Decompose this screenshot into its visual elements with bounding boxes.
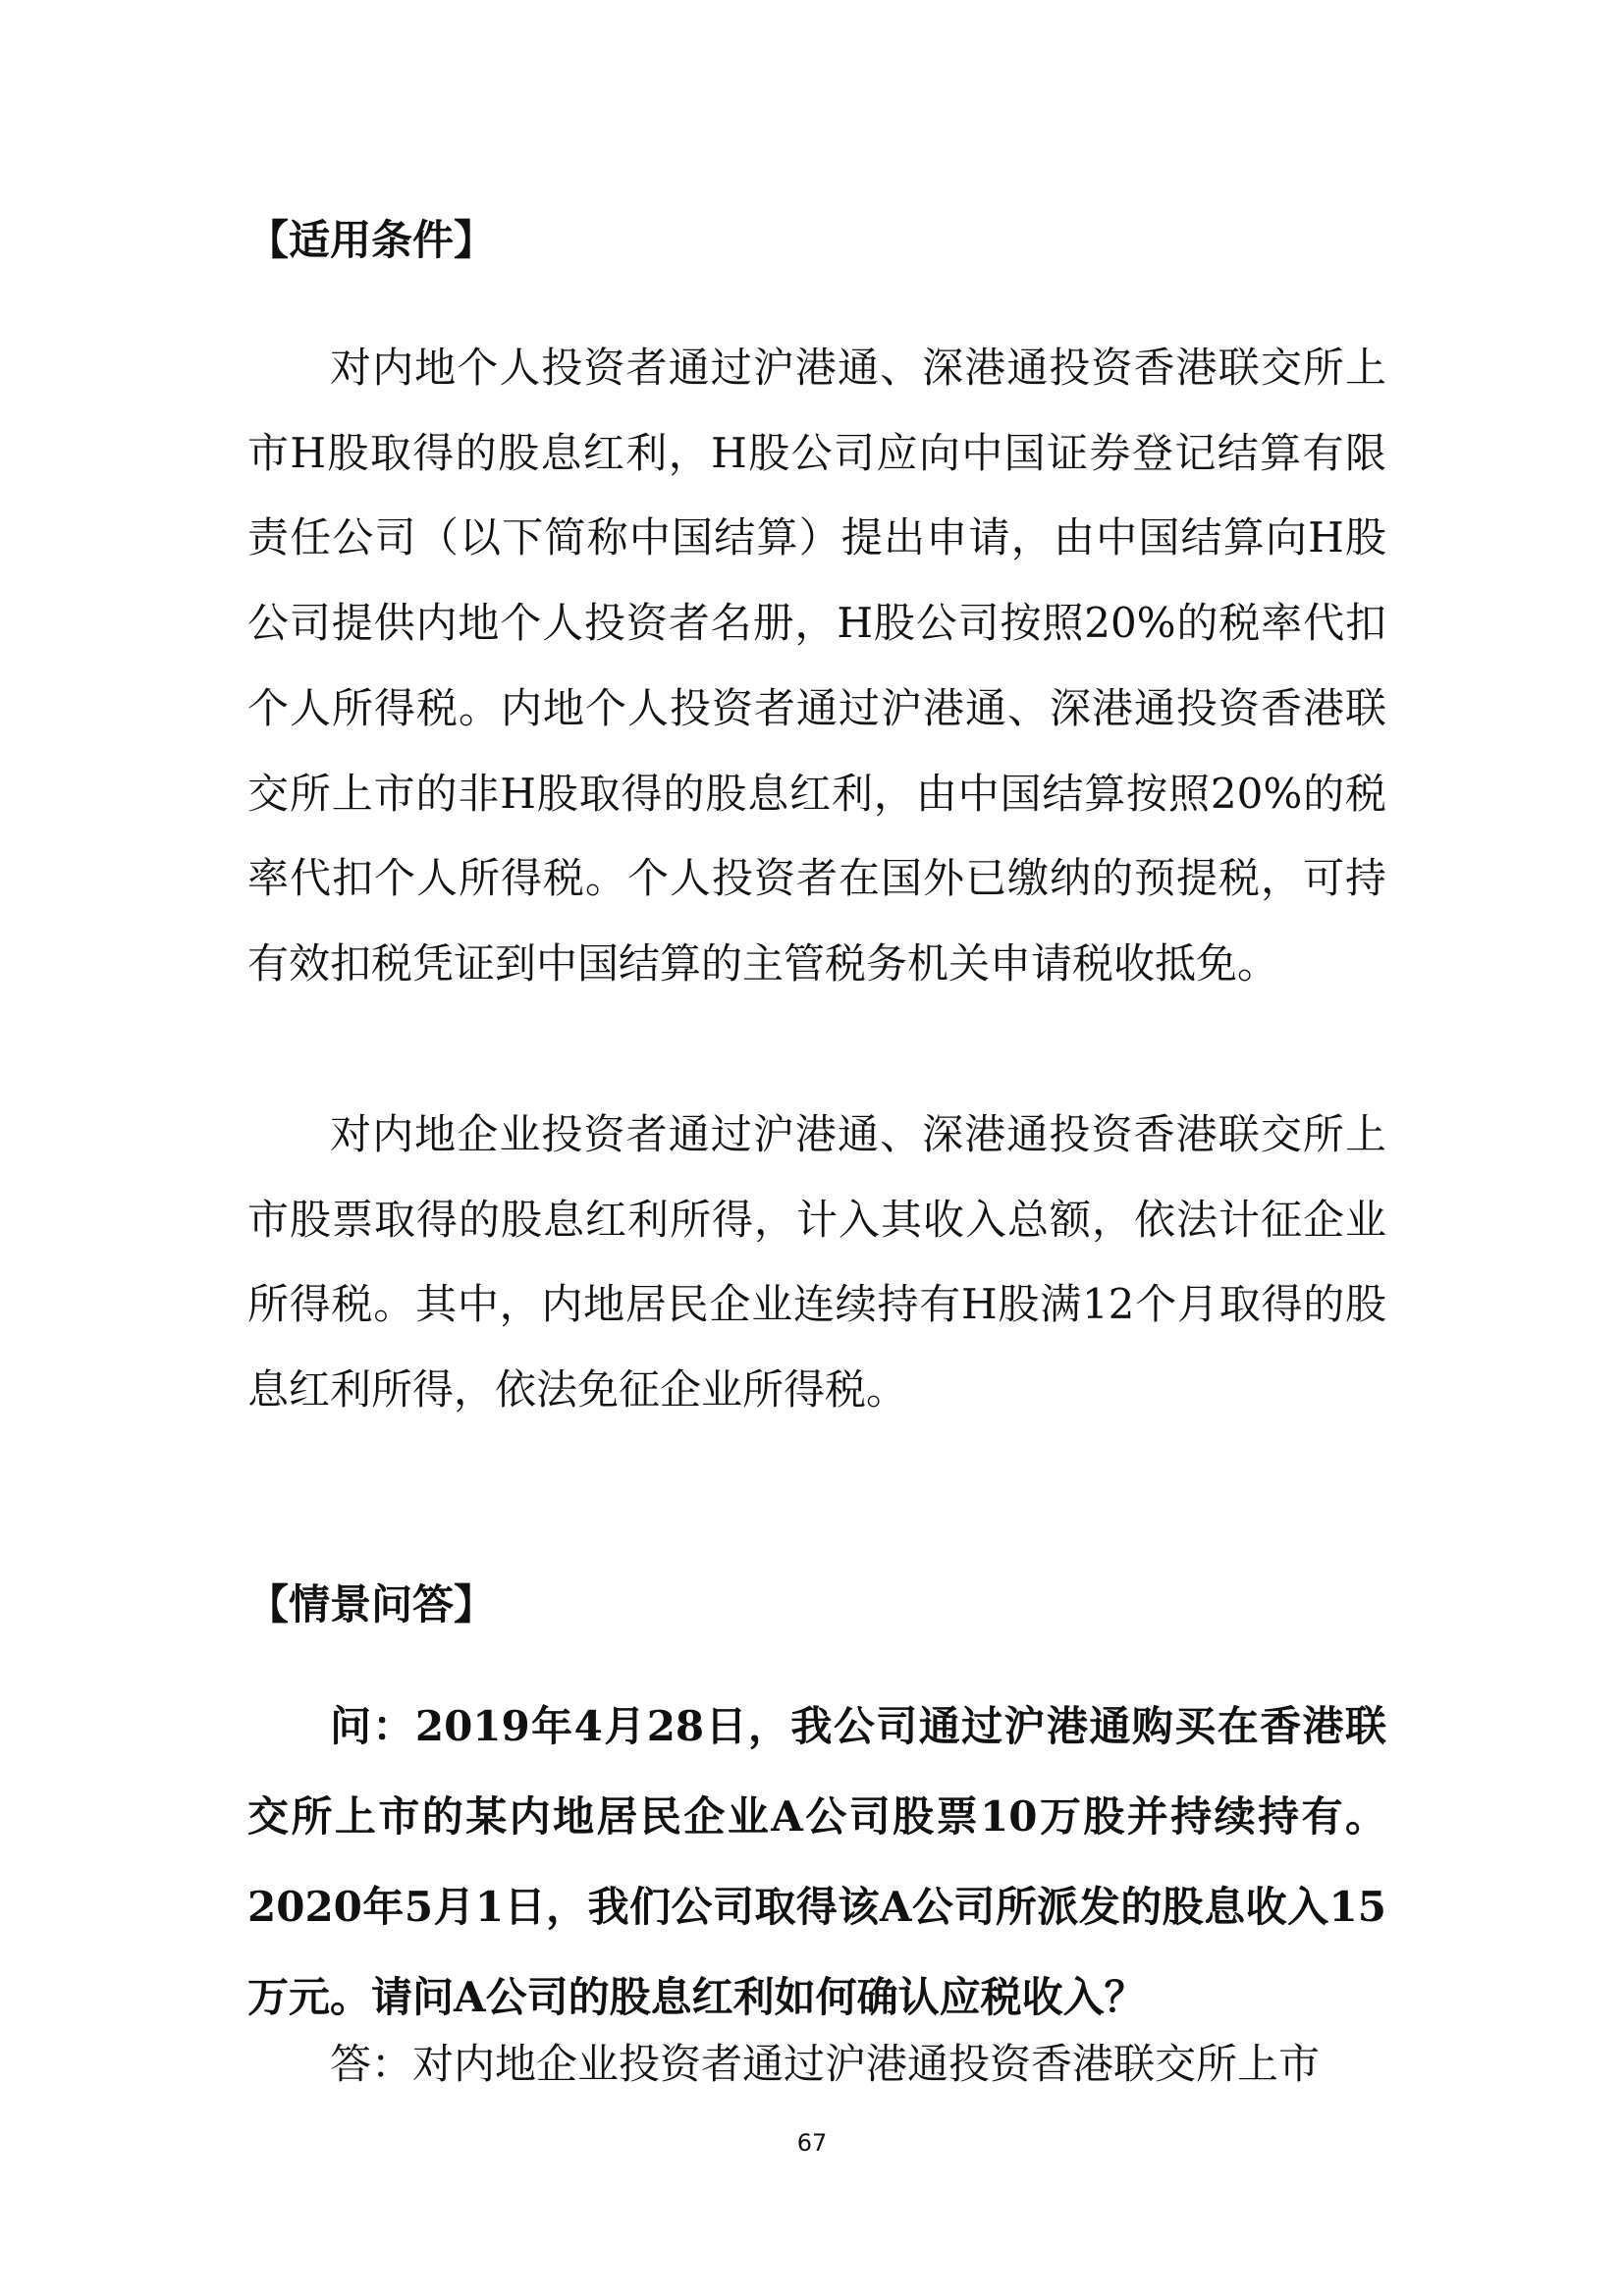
answer-paragraph: 答：对内地企业投资者通过沪港通投资香港联交所上市 bbox=[330, 2040, 1321, 2088]
paragraph-enterprise-investors: 对内地企业投资者通过沪港通、深港通投资香港联交所上市股票取得的股息红利所得，计入其收入总额，依法计征企业所得税。其中，内地居民企业连续持有H股满12个月取得的股息红利所得，依法免征企业所得税。 bbox=[247, 1110, 1386, 1415]
page-number: 67 bbox=[796, 2129, 828, 2157]
paragraph-individual-investors: 对内地个人投资者通过沪港通、深港通投资香港联交所上市H股取得的股息红利，H股公司应向中国证券登记结算有限责任公司（以下简称中国结算）提出申请，由中国结算向H股公司提供内地个人投资者名册，H股公司按照20%的税率代扣个人所得税。内地个人投资者通过沪港通、深港通投资香港联交所上市的非H股取得的股息红利，由中国结算按照20%的税率代扣个人所得税。个人投资者在国外已缴纳的预提税，可持有效扣税凭证到中国结算的主管税务机关申请税收抵免。 bbox=[247, 344, 1386, 988]
question-paragraph: 问：2019年4月28日，我公司通过沪港通购买在香港联交所上市的某内地居民企业A公司股票10万股并持续持有。2020年5月1日，我们公司取得该A公司所派发的股息收入15万元。请问A公司的股息红利如何确认应税收入？ bbox=[247, 1702, 1386, 2021]
section-heading-qa: 【情景问答】 bbox=[247, 1580, 496, 1629]
section-heading-conditions: 【适用条件】 bbox=[247, 216, 496, 264]
